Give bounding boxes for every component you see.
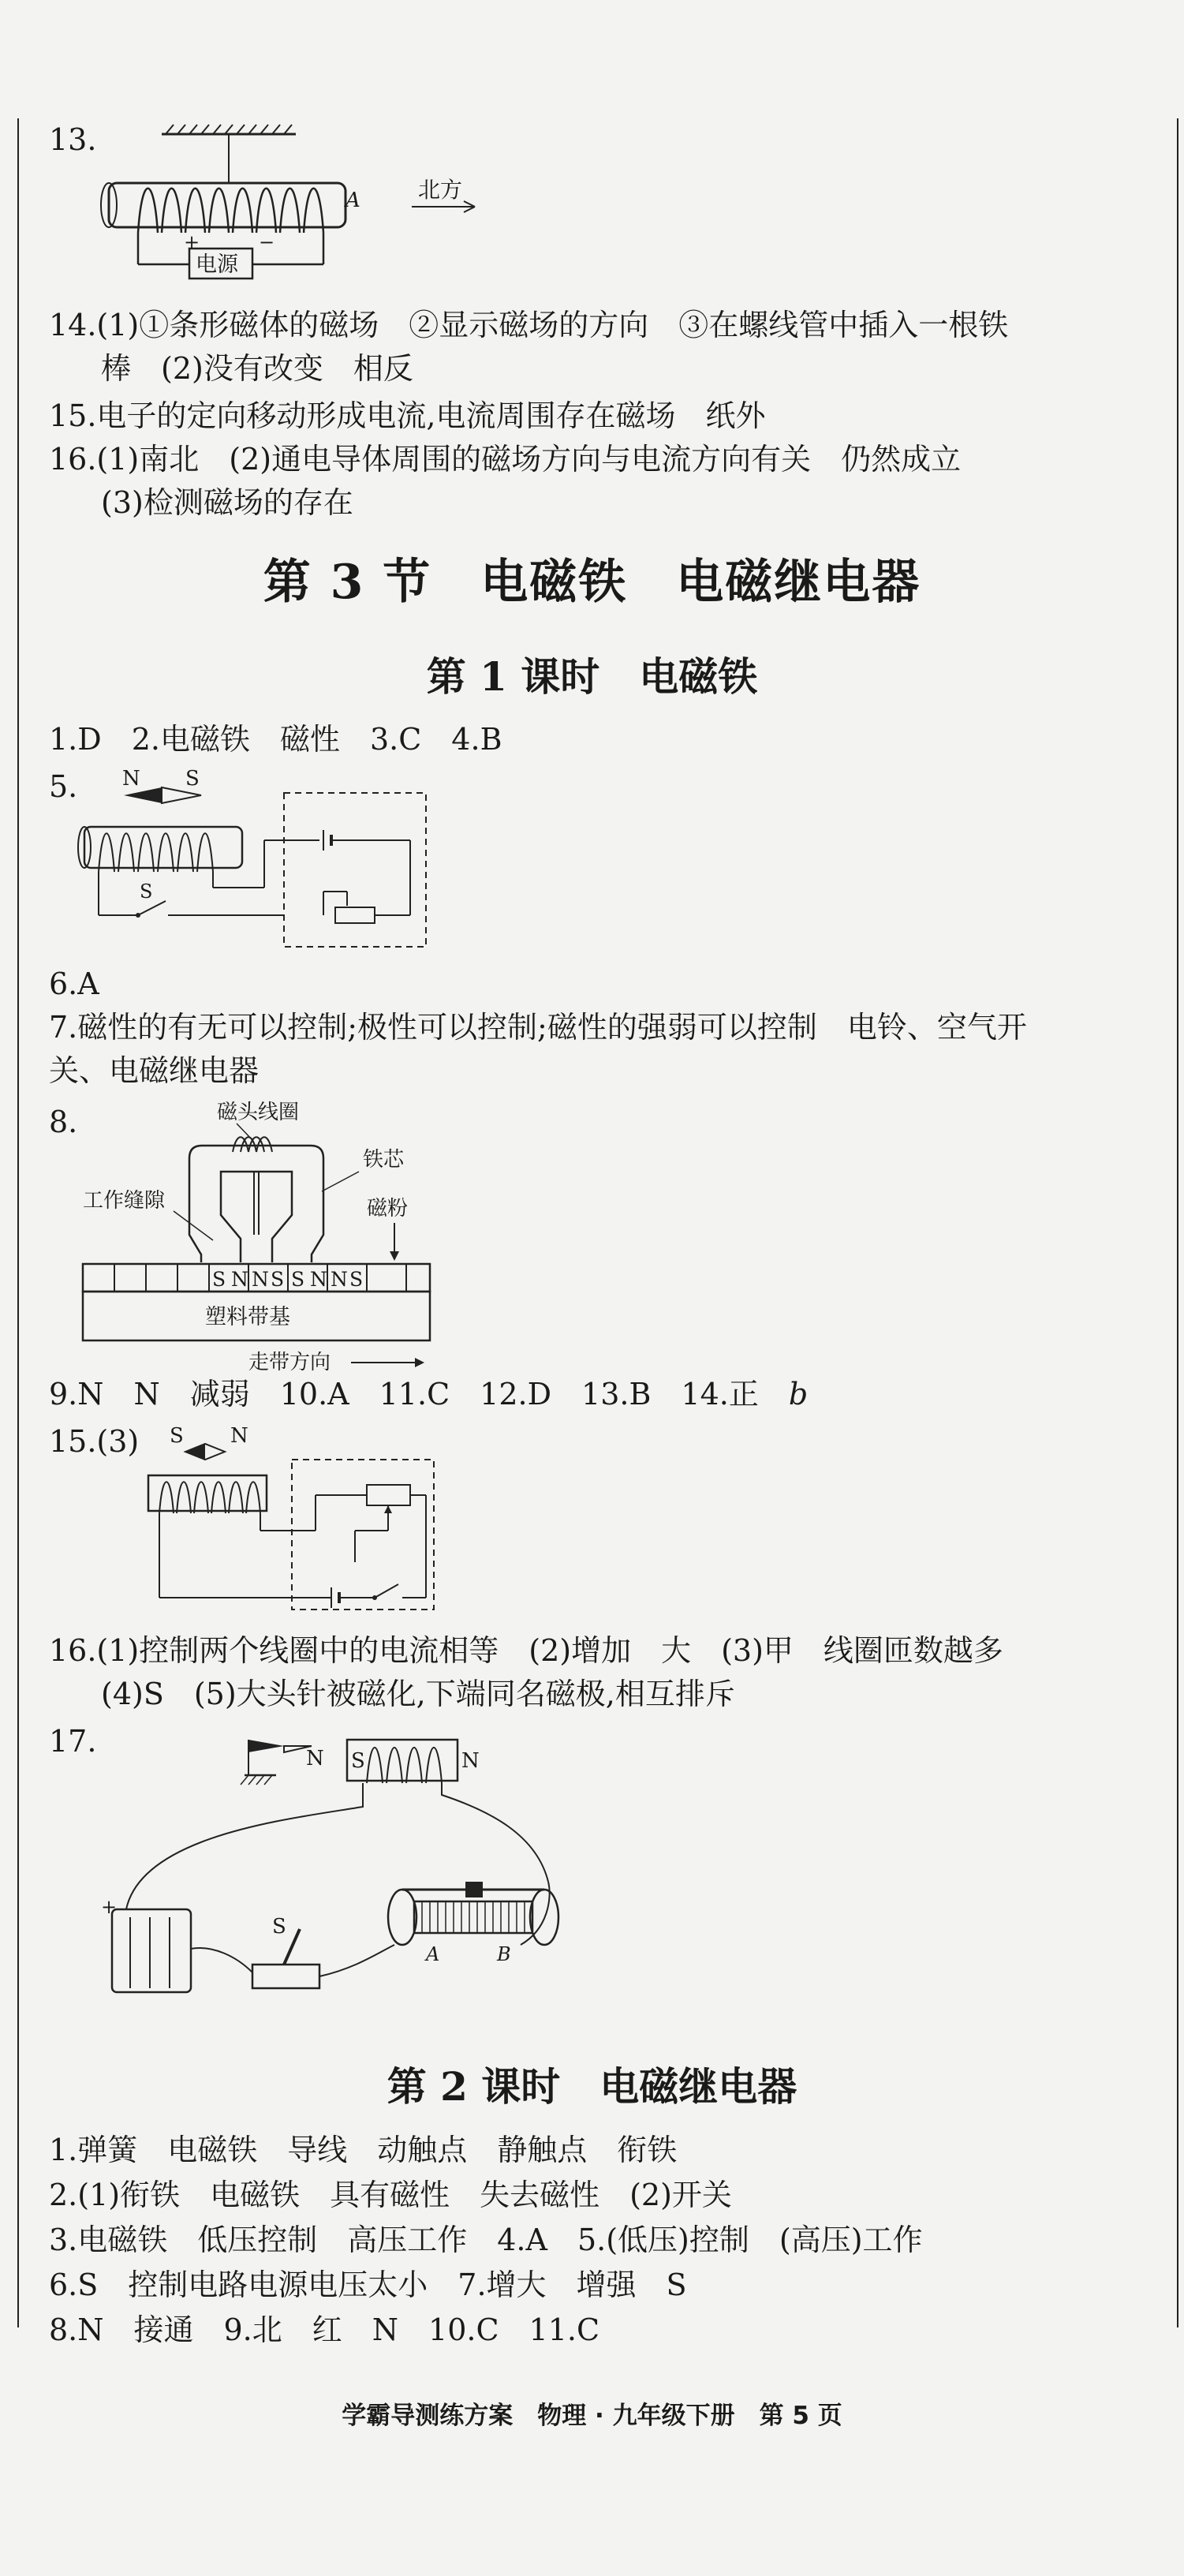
q16-line-1: 16.(1)南北 (2)通电导体周围的磁场方向与电流方向有关 仍然成立 (49, 442, 962, 477)
q17-switch-s: S (272, 1915, 286, 1939)
q8-pole-6: N (310, 1268, 327, 1291)
q8-direction-label: 走带方向 (248, 1351, 331, 1374)
l2-q6-7: 6.S 控制电路电源电压太小 7.增大 增强 S (49, 2268, 687, 2302)
q17-battery-plus: + (101, 1896, 118, 1918)
q8-pole-4: S (271, 1268, 285, 1291)
q13-solenoid-figure (95, 110, 536, 280)
l1-q7-line-2: 关、电磁继电器 (49, 1053, 260, 1088)
q8-powder-label: 磁粉 (367, 1197, 409, 1221)
q15-needle-n: N (230, 1424, 248, 1448)
page-footer: 学霸导测练方案 物理 · 九年级下册 第 5 页 (342, 2402, 842, 2430)
q8-magnetic-head-figure (71, 1097, 465, 1381)
q13-label: 13. (49, 122, 97, 157)
q17-terminal-a: A (426, 1943, 440, 1965)
q8-pole-3: N (252, 1268, 269, 1291)
q14-line-2: 棒 (2)没有改变 相反 (101, 351, 413, 386)
q15-needle-s: S (170, 1424, 184, 1448)
q17-circuit-figure (95, 1724, 568, 2016)
l1-q5-label: 5. (49, 769, 78, 804)
q14-line-1: 14.(1)①条形磁体的磁场 ②显示磁场的方向 ③在螺线管中插入一根铁 (49, 308, 1009, 342)
l1-q16-line-1: 16.(1)控制两个线圈中的电流相等 (2)增加 大 (3)甲 线圈匝数越多 (49, 1633, 1003, 1668)
l1-q16-line-2: (4)S (5)大头针被磁化,下端同名磁极,相互排斥 (101, 1677, 735, 1711)
q8-pole-5: S (291, 1268, 305, 1291)
q17-terminal-b: B (497, 1943, 511, 1965)
q8-pole-8: S (349, 1268, 364, 1291)
l1-q6: 6.A (49, 966, 99, 1001)
right-margin-rule (1177, 118, 1178, 2327)
l1-q14-b: b (788, 1377, 809, 1411)
q8-pole-7: N (331, 1268, 348, 1291)
l2-q1: 1.弹簧 电磁铁 导线 动触点 静触点 衔铁 (49, 2133, 678, 2167)
q5-needle-s: S (185, 767, 200, 791)
l1-q8-label: 8. (49, 1105, 78, 1139)
l1-q15-label: 15.(3) (49, 1424, 140, 1459)
q5-switch-s: S (140, 880, 153, 903)
q15-circuit-figure (142, 1420, 458, 1617)
section-title: 第 3 节 电磁铁 电磁继电器 (263, 555, 921, 610)
q8-coil-label: 磁头线圈 (217, 1101, 300, 1124)
q8-pole-2: N (231, 1268, 248, 1291)
q8-gap-label: 工作缝隙 (83, 1189, 166, 1213)
l2-q2: 2.(1)衔铁 电磁铁 具有磁性 失去磁性 (2)开关 (49, 2178, 732, 2212)
l1-q9-14 (49, 1377, 808, 1413)
q13-direction-label: 北方 (418, 177, 463, 203)
l2-q3-5: 3.电磁铁 低压控制 高压工作 4.A 5.(低压)控制 (高压)工作 (49, 2223, 923, 2257)
lesson1-title: 第 1 课时 电磁铁 (426, 653, 758, 700)
q13-plus: + (184, 231, 200, 253)
q17-coil-s: S (351, 1749, 365, 1773)
l1-q9-14-text: 9.N N 减弱 10.A 11.C 12.D 13.B 14.正 (49, 1377, 789, 1411)
q5-circuit-figure (75, 765, 446, 959)
left-margin-rule (17, 118, 19, 2327)
q8-core-label: 铁芯 (363, 1148, 405, 1172)
q16-line-2: (3)检测磁场的存在 (101, 485, 353, 520)
q17-needle-n: N (306, 1747, 324, 1770)
q8-pole-1: S (212, 1268, 226, 1291)
q13-minus: − (259, 231, 275, 253)
l2-q8-11: 8.N 接通 9.北 红 N 10.C 11.C (49, 2312, 600, 2347)
q13-power-source: 电源 (196, 252, 238, 277)
q8-base-label: 塑料带基 (205, 1305, 290, 1329)
q13-end-a: A (345, 189, 360, 212)
l1-q7-line-1: 7.磁性的有无可以控制;极性可以控制;磁性的强弱可以控制 电铃、空气开 (49, 1010, 1027, 1045)
q15: 15.电子的定向移动形成电流,电流周围存在磁场 纸外 (49, 398, 766, 433)
lesson2-title: 第 2 课时 电磁继电器 (387, 2063, 797, 2110)
l1-q1-4: 1.D 2.电磁铁 磁性 3.C 4.B (49, 722, 502, 757)
q17-coil-n: N (461, 1749, 480, 1773)
q5-needle-n: N (122, 767, 140, 791)
l1-q17-label: 17. (49, 1724, 97, 1759)
